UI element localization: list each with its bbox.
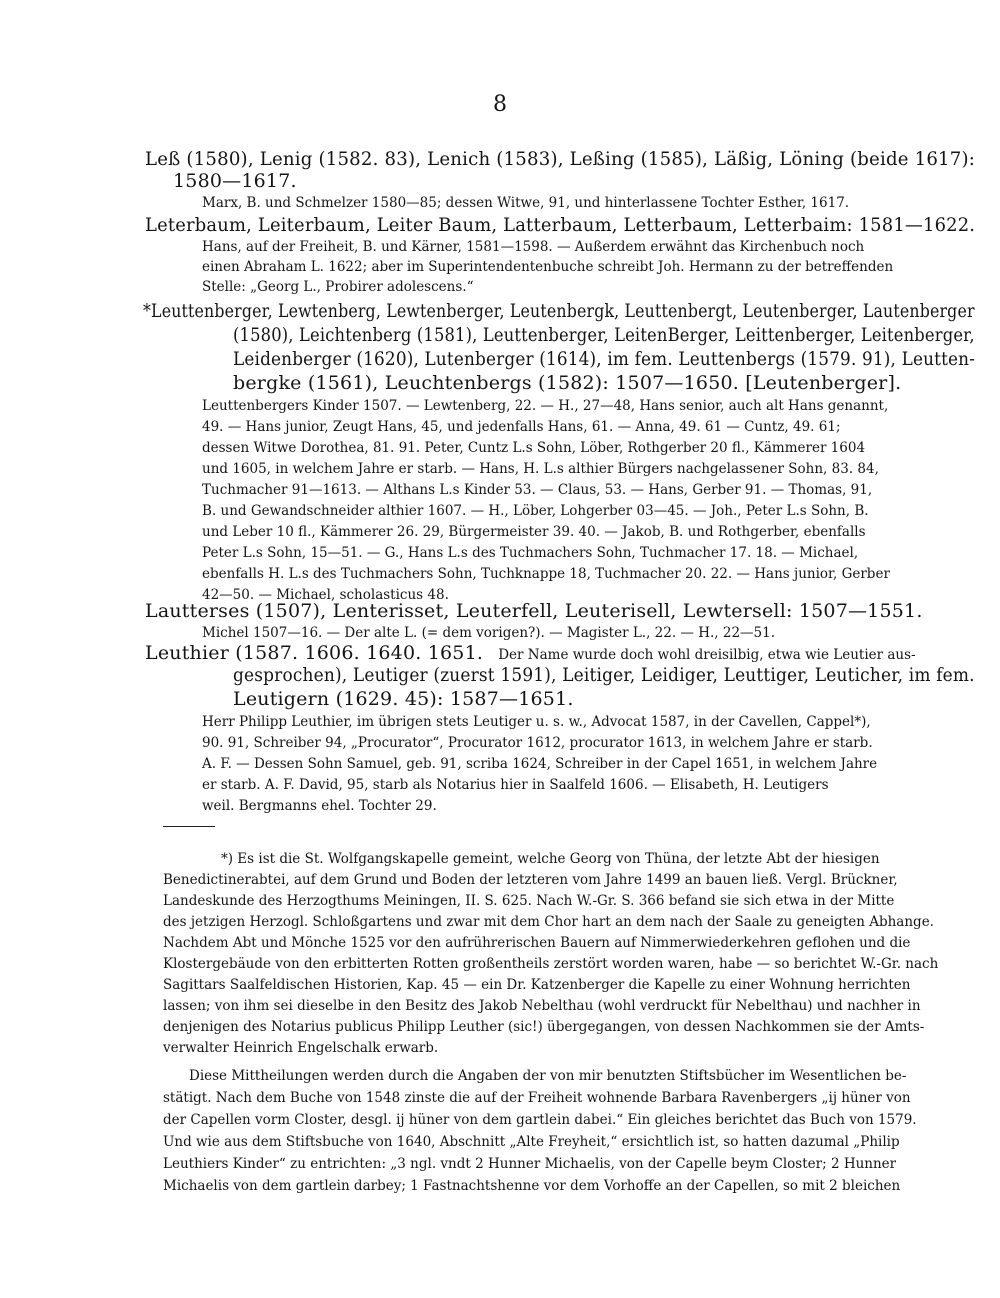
footnote-line: Diese Mittheilungen werden durch die Angaben der von mir benutzten Stiftsbücher im Wesentlichen be- [189, 1068, 907, 1084]
entry-heading: *Leuttenberger, Lewtenberg, Lewtenberger, Leutenbergk, Leuttenbergt, Leutenberger, Lautenberger [143, 300, 975, 322]
entry-detail: B. und Gewandschneider althier 1607. — H., Löber, Lohgerber 03—45. — Joh., Peter L.s Sohn, B. [202, 503, 869, 519]
entry-detail: und 1605, in welchem Jahre er starb. — Hans, H. L.s althier Bürgers nachgelassener Sohn, 83. 84, [202, 461, 879, 477]
footnote-line: Leuthiers Kinder“ zu entrichten: „3 ngl. vndt 2 Hunner Michaelis, von der Capelle beym Closter; 2 Hunner [163, 1156, 897, 1172]
entry-detail: dessen Witwe Dorothea, 81. 91. Peter, Cuntz L.s Sohn, Löber, Rothgerber 20 fl., Kämmerer 1604 [202, 440, 866, 456]
entry-detail: und Leber 10 fl., Kämmerer 26. 29, Bürgermeister 39. 40. — Jakob, B. und Rothgerber, ebenfalls [202, 524, 866, 540]
entry-heading-note: Der Name wurde doch wohl dreisilbig, etwa wie Leutier aus- [498, 647, 916, 663]
footnote-line: denjenigen des Notarius publicus Philipp Leuther (sic!) übergegangen, von dessen Nachkommen sie der Amts- [163, 1019, 925, 1035]
footnote-line: verwalter Heinrich Engelschalk erwarb. [163, 1040, 439, 1056]
footnote-line: stätigt. Nach dem Buche von 1548 zinste die auf der Freiheit wohnende Barbara Ravenbergers „ij hüner von [163, 1090, 911, 1106]
entry-detail: Marx, B. und Schmelzer 1580—85; dessen Witwe, 91, und hinterlassene Tochter Esther, 1617. [202, 195, 850, 211]
entry-detail: weil. Bergmanns ehel. Tochter 29. [202, 798, 437, 814]
entry-heading: Leß (1580), Lenig (1582. 83), Lenich (1583), Leßing (1585), Läßig, Löning (beide 1617): [145, 148, 976, 170]
entry-detail: Hans, auf der Freiheit, B. und Kärner, 1581—1598. — Außerdem erwähnt das Kirchenbuch noch [202, 239, 865, 255]
footnote-line: Klostergebäude von den erbitterten Rotten großentheils zerstört worden waren, habe — so berichtet W.-Gr. nach [163, 956, 939, 972]
footnote-line: Sagittars Saalfeldischen Historien, Kap. 45 — ein Dr. Katzenberger die Kapelle zu einer Wohnung herrichten [163, 977, 911, 993]
footnote-line: *) Es ist die St. Wolfgangskapelle gemeint, welche Georg von Thüna, der letzte Abt der hiesigen [221, 851, 880, 867]
entry-heading-row [145, 642, 975, 664]
entry-detail: Peter L.s Sohn, 15—51. — G., Hans L.s des Tuchmachers Sohn, Tuchmacher 17. 18. — Michael, [202, 545, 859, 561]
entry-heading: (1580), Leichtenberg (1581), Leuttenberger, LeitenBerger, Leittenberger, Leitenberger, [233, 324, 975, 346]
entry-heading: Leterbaum, Leiterbaum, Leiter Baum, Latterbaum, Letterbaum, Letterbaim: 1581—1622. [145, 214, 976, 236]
entry-heading: 1580—1617. [173, 170, 297, 192]
entry-detail: er starb. A. F. David, 95, starb als Notarius hier in Saalfeld 1606. — Elisabeth, H. Leutigers [202, 777, 829, 793]
footnote-line: des jetzigen Herzogl. Schloßgartens und zwar mit dem Chor hart an dem nach der Saale zu geneigten Abhange. [163, 914, 934, 930]
entry-detail: 90. 91, Schreiber 94, „Procurator“, Procurator 1612, procurator 1613, in welchem Jahre er starb. [202, 735, 873, 751]
entry-heading: Leuthier (1587. 1606. 1640. 1651. [145, 642, 484, 664]
entry-detail: Herr Philipp Leuthier, im übrigen stets Leutiger u. s. w., Advocat 1587, in der Cavellen, Cappel*), [202, 714, 871, 730]
footnote-line: Und wie aus dem Stiftsbuche von 1640, Abschnitt „Alte Freyheit,“ ersichtlich ist, so hatten dazumal „Philip [163, 1134, 900, 1150]
entry-heading: Leutigern (1629. 45): 1587—1651. [233, 688, 574, 710]
entry-detail: Michel 1507—16. — Der alte L. (= dem vorigen?). — Magister L., 22. — H., 22—51. [202, 625, 776, 641]
footnote-line: der Capellen vorm Closter, desgl. ij hüner von dem gartlein dabei.“ Ein gleiches berichtet das Buch von 1579. [163, 1112, 917, 1128]
footnote-line: Benedictinerabtei, auf dem Grund und Boden der letzteren vom Jahre 1499 an bauen ließ. Vergl. Brückner, [163, 872, 898, 888]
entry-detail: 42—50. — Michael, scholasticus 48. [202, 587, 449, 603]
entry-heading: Leidenberger (1620), Lutenberger (1614), im fem. Leuttenbergs (1579. 91), Leutten- [233, 348, 976, 370]
entry-detail: ebenfalls H. L.s des Tuchmachers Sohn, Tuchknappe 18, Tuchmacher 20. 22. — Hans junior, Gerber [202, 566, 890, 582]
footnote-line: lassen; von ihm sei dieselbe in den Besitz des Jakob Nebelthau (wohl verdruckt für Nebelthau) und nachher in [163, 998, 921, 1014]
entry-detail: einen Abraham L. 1622; aber im Superintendentenbuche schreibt Joh. Hermann zu der betreffenden [202, 259, 894, 275]
entry-detail: 49. — Hans junior, Zeugt Hans, 45, und jedenfalls Hans, 61. — Anna, 49. 61 — Cuntz, 49. 61; [202, 419, 841, 435]
entry-heading: Lautterses (1507), Lenterisset, Leuterfell, Leuterisell, Lewtersell: 1507—1551. [145, 600, 923, 622]
entry-heading: bergke (1561), Leuchtenbergs (1582): 1507—1650. [Leutenberger]. [233, 372, 902, 394]
footnote-line: Michaelis von dem gartlein darbey; 1 Fastnachtshenne vor dem Vorhoffe an der Capellen, so mit 2 bleichen [163, 1178, 901, 1194]
entry-detail: Tuchmacher 91—1613. — Althans L.s Kinder 53. — Claus, 53. — Hans, Gerber 91. — Thomas, 91, [202, 482, 873, 498]
page-number: 8 [493, 92, 507, 117]
footnote-separator [163, 826, 215, 827]
entry-heading: gesprochen), Leutiger (zuerst 1591), Leitiger, Leidiger, Leuttiger, Leuticher, im fem. [233, 664, 975, 686]
entry-detail: A. F. — Dessen Sohn Samuel, geb. 91, scriba 1624, Schreiber in der Capel 1651, in welchem Jahre [202, 756, 878, 772]
entry-detail: Leuttenbergers Kinder 1507. — Lewtenberg, 22. — H., 27—48, Hans senior, auch alt Hans genannt, [202, 398, 889, 414]
entry-detail: Stelle: „Georg L., Probirer adolescens.“ [202, 279, 474, 295]
footnote-line: Landeskunde des Herzogthums Meiningen, II. S. 625. Nach W.-Gr. S. 366 befand sie sich etwa in der Mitte [163, 893, 895, 909]
footnote-line: Nachdem Abt und Mönche 1525 vor den aufrührerischen Bauern auf Nimmerwiederkehren geflohen und die [163, 935, 911, 951]
